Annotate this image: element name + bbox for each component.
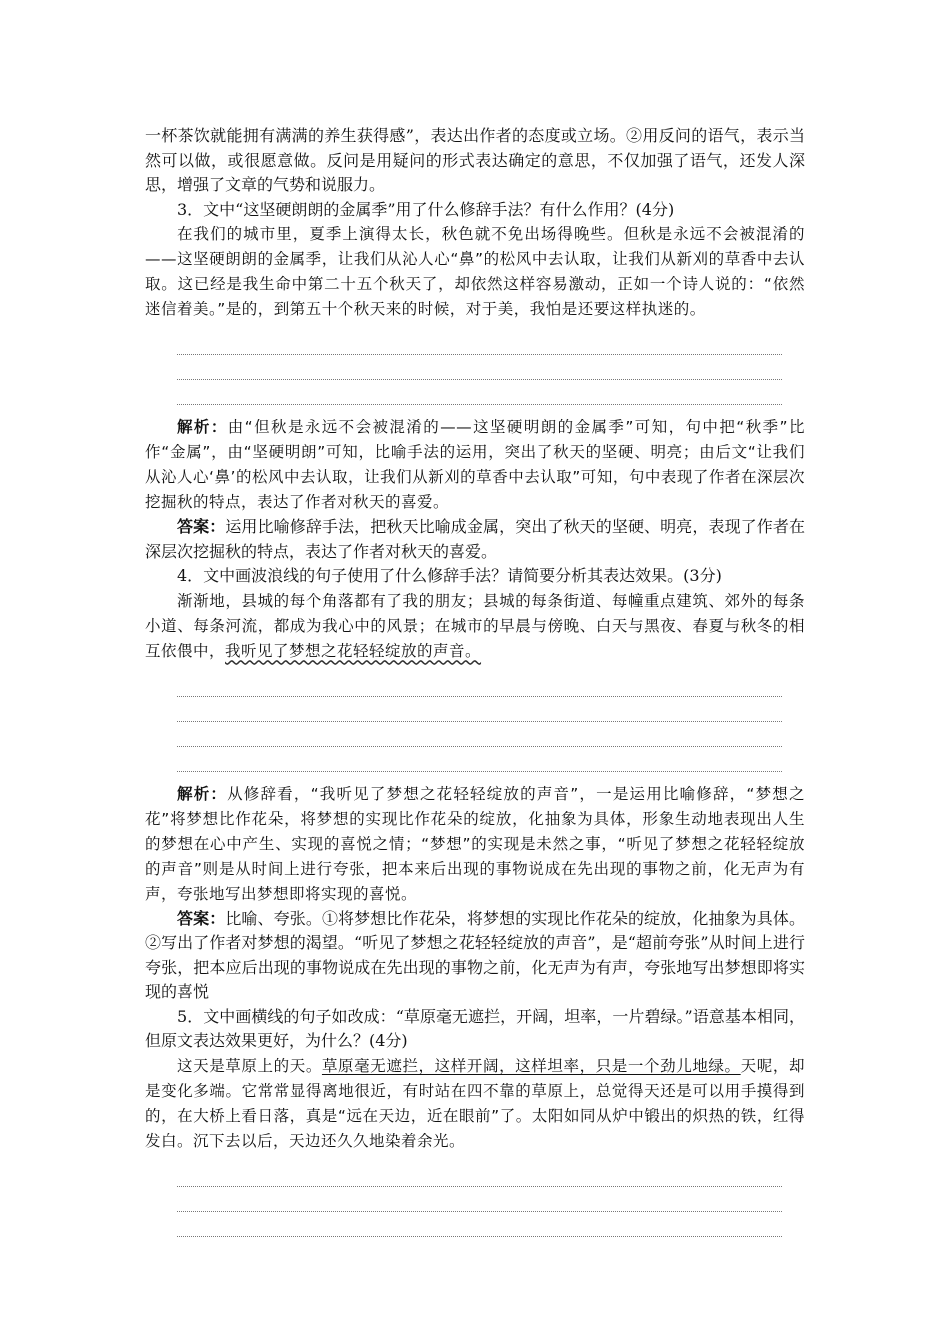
q3-answer-lines bbox=[177, 330, 782, 405]
intro-paragraph: 一杯茶饮就能拥有满满的养生获得感”，表达出作者的态度或立场。②用反问的语气，表示当然可以做，或很愿意做。反问是用疑问的形式表达确定的意思，不仅加强了语气，还发人深思，增强了文章的气势和说服力。 bbox=[145, 126, 805, 194]
answer-line bbox=[177, 1187, 782, 1212]
q4-answer bbox=[145, 907, 805, 1005]
answer-line bbox=[177, 1212, 782, 1237]
document-page bbox=[145, 124, 805, 1247]
q3-passage: 在我们的城市里，夏季上演得太长，秋色就不免出场得晚些。但秋是永远不会被混淆的——这坚硬朗朗的金属季，让我们从沁人心“鼻”的松风中去认取，让我们从新刈的草香中去认取。这已经是我生命中第二十五个秋天了，却依然这样容易激动，正如一个诗人说的：“依然迷信着美。”是的，到第五十个秋天来的时候，对于美，我怕是还要这样执迷的。 bbox=[145, 225, 805, 318]
answer-line bbox=[177, 355, 782, 380]
answer-line bbox=[177, 697, 782, 722]
q4-wavy-sentence: 我听见了梦想之花轻轻绽放的声音。 bbox=[225, 641, 482, 660]
q4-analysis-text: 从修辞看，“我听见了梦想之花轻轻绽放的声音”，一是运用比喻修辞，“梦想之花”将梦想比作花朵，将梦想的实现比作花朵的绽放，化抽象为具体，形象生动地表现出人生的梦想在心中产生、实现的喜悦之情；“梦想”的实现是未然之事，“听见了梦想之花轻轻绽放的声音”则是从时间上进行夸张，把本来后出现的事物说成在先出现的事物之前，化无声为有声，夸张地写出梦想即将实现的喜悦。 bbox=[145, 784, 805, 903]
answer-line bbox=[177, 722, 782, 747]
answer-label: 答案： bbox=[177, 517, 226, 536]
q5-passage-start: 这天是草原上的天。 bbox=[177, 1056, 322, 1075]
analysis-label: 解析： bbox=[177, 418, 228, 436]
answer-line bbox=[177, 747, 782, 772]
q3-analysis bbox=[145, 415, 805, 515]
answer-line bbox=[177, 380, 782, 405]
question-4: 4．文中画波浪线的句子使用了什么修辞手法？请简要分析其表达效果。(3分) bbox=[177, 566, 722, 585]
q4-passage-text: 渐渐地，县城的每个角落都有了我的朋友；县城的每条街道、每幢重点建筑、郊外的每条小道、每条河流，都成为我心中的风景；在城市的早晨与傍晚、白天与黑夜、春夏与秋冬的相互依偎中， bbox=[145, 591, 805, 660]
q5-underlined-sentence: 草原毫无遮拦，这样开阔，这样坦率，只是一个劲儿地绿。 bbox=[321, 1056, 741, 1075]
q3-answer-text: 运用比喻修辞手法，把秋天比喻成金属，突出了秋天的坚硬、明亮，表现了作者在深层次挖掘秋的特点，表达了作者对秋天的喜爱。 bbox=[145, 517, 805, 561]
analysis-label: 解析： bbox=[177, 784, 228, 803]
q4-passage bbox=[145, 589, 805, 664]
answer-label: 答案： bbox=[177, 908, 226, 928]
q4-analysis bbox=[145, 782, 805, 907]
answer-line bbox=[177, 330, 782, 355]
question-5: 5．文中画横线的句子如改成：“草原毫无遮拦，开阔，坦率，一片碧绿。”语意基本相同，但原文表达效果更好，为什么？(4分) bbox=[145, 1006, 805, 1050]
q5-answer-lines bbox=[177, 1162, 782, 1237]
q4-answer-lines bbox=[177, 672, 782, 772]
q3-answer bbox=[145, 515, 805, 564]
question-3: 3．文中“这坚硬朗朗的金属季”用了什么修辞手法？有什么作用？(4分) bbox=[177, 199, 675, 219]
answer-line bbox=[177, 672, 782, 697]
q4-answer-text: 比喻、夸张。①将梦想比作花朵，将梦想的实现比作花朵的绽放，化抽象为具体。②写出了作者对梦想的渴望。“听见了梦想之花轻轻绽放的声音”，是“超前夸张”从时间上进行夸张，把本应后出现的事物说成在先出现的事物之前，化无声为有声，夸张地写出梦想即将实现的喜悦 bbox=[145, 908, 805, 1001]
q3-analysis-text: 由“但秋是永远不会被混淆的——这坚硬明朗的金属季”可知，句中把“秋季”比作“金属”，由“坚硬明朗”可知，比喻手法的运用，突出了秋天的坚硬、明亮；由后文“让我们从沁人心‘鼻’的松风中去认取，让我们从新刈的草香中去认取”可知，句中表现了作者在深层次挖掘秋的特点，表达了作者对秋天的喜爱。 bbox=[145, 418, 805, 511]
answer-line bbox=[177, 1162, 782, 1187]
q5-passage-end: 天呢，却是变化多端。它常常显得离地很近，有时站在四不靠的草原上，总觉得天还是可以用手摸得到的，在大桥上看日落，真是“远在天边，近在眼前”了。太阳如同从炉中锻出的炽热的铁，红得发白。沉下去以后，天边还久久地染着余光。 bbox=[145, 1056, 805, 1150]
q5-passage bbox=[145, 1054, 805, 1154]
